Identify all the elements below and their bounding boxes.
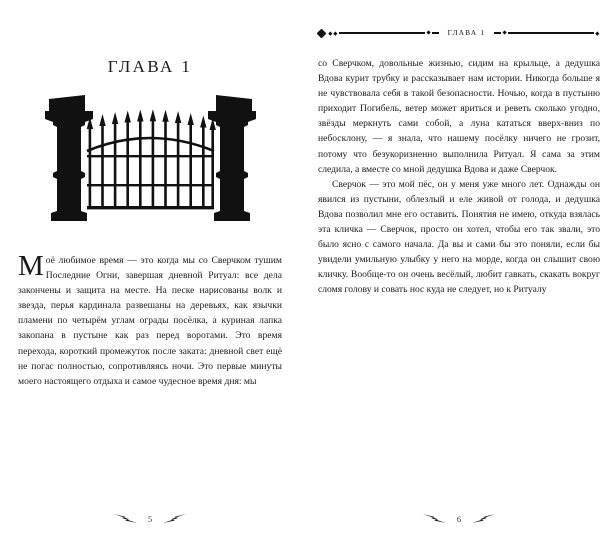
body-paragraph: со Сверчком, довольные жизнью, сидим на крыльце, а дедушка Вдова курит трубку и рассказывает нам истории. Никогда больше я не чувствовала себя в такой безопасности. Ночью, когда в пустыню приходит Погибель, ветер может яриться и реветь сколько угодно, звёзды меркнуть сами собой, а луна кататься вверх-вниз по небосклону, — я знала, что нашему посёлку ничего не грозит, потому что безукоризненно выполнила Ритуал. Я сама за этим следила, а вместе со мной дедушка Вдова и даже Сверчок. (318, 58, 600, 175)
body-paragraph: Сверчок — это мой пёс, он у меня уже много лет. Однажды он явился из пустыни, облезлый и еле живой от голода, и дедушка Вдова позволил мне его оставить. Понятия не имею, откуда взялась эта кличка — Сверчок, просто он хотел, чтобы его так звали, это было ясно с самого начала. Да вы и сами бы это поняли, если бы увидели умильную улыбку у него на морде, когда он слышит свою кличку. Вообще-то он очень весёлый, любит гавкать, скакать вокруг сломя голову и совать нос куда не следует, но к Ритуалу (318, 178, 600, 296)
gate-icon (43, 89, 258, 239)
lightning-bolt-icon (470, 512, 496, 525)
right-page (300, 0, 600, 542)
opening-paragraph: Моё любимое время — это когда мы со Сверчком тушим Последние Огни, завершая дневной Ритуал: все дела закончены и защита на месте. На песке нарисованы волк и звезда, перья кардинала развешаны на деревьях, как язычки пламени по четырём углам ограды посёлка, а куриная лапка закопана в пустыне как раз перед воротами. Это время перехода, короткий промежуток после заката: дневной свет ещё не погас полностью, сопротивляясь ночи. Это первые минуты моего настоящего отдыха и самое чудесное время дня: мы (18, 250, 282, 387)
running-head (318, 24, 600, 42)
diamond-ornament-icon (317, 28, 327, 38)
right-page-body (318, 0, 600, 298)
right-page-folio (318, 512, 600, 525)
rule-segment (508, 32, 595, 33)
left-page-body (18, 250, 282, 389)
left-page-folio (0, 512, 300, 525)
rule-segment (339, 32, 426, 33)
rule-segment (494, 32, 501, 33)
diamond-dot-icon (328, 31, 332, 35)
diamond-dot-icon (502, 31, 507, 36)
diamond-dot-icon (334, 31, 338, 35)
rule-segment (432, 32, 439, 33)
chapter-title: ГЛАВА 1 (107, 57, 193, 76)
diamond-dot-icon (596, 31, 600, 35)
page-number: 6 (456, 513, 462, 524)
lightning-bolt-icon (113, 512, 139, 525)
gate-illustration (18, 89, 282, 239)
diamond-dot-icon (426, 31, 431, 36)
lightning-bolt-icon (422, 512, 448, 525)
lightning-bolt-icon (161, 512, 187, 525)
running-head-label: ГЛАВА 1 (447, 29, 486, 37)
page-number: 5 (147, 513, 153, 524)
